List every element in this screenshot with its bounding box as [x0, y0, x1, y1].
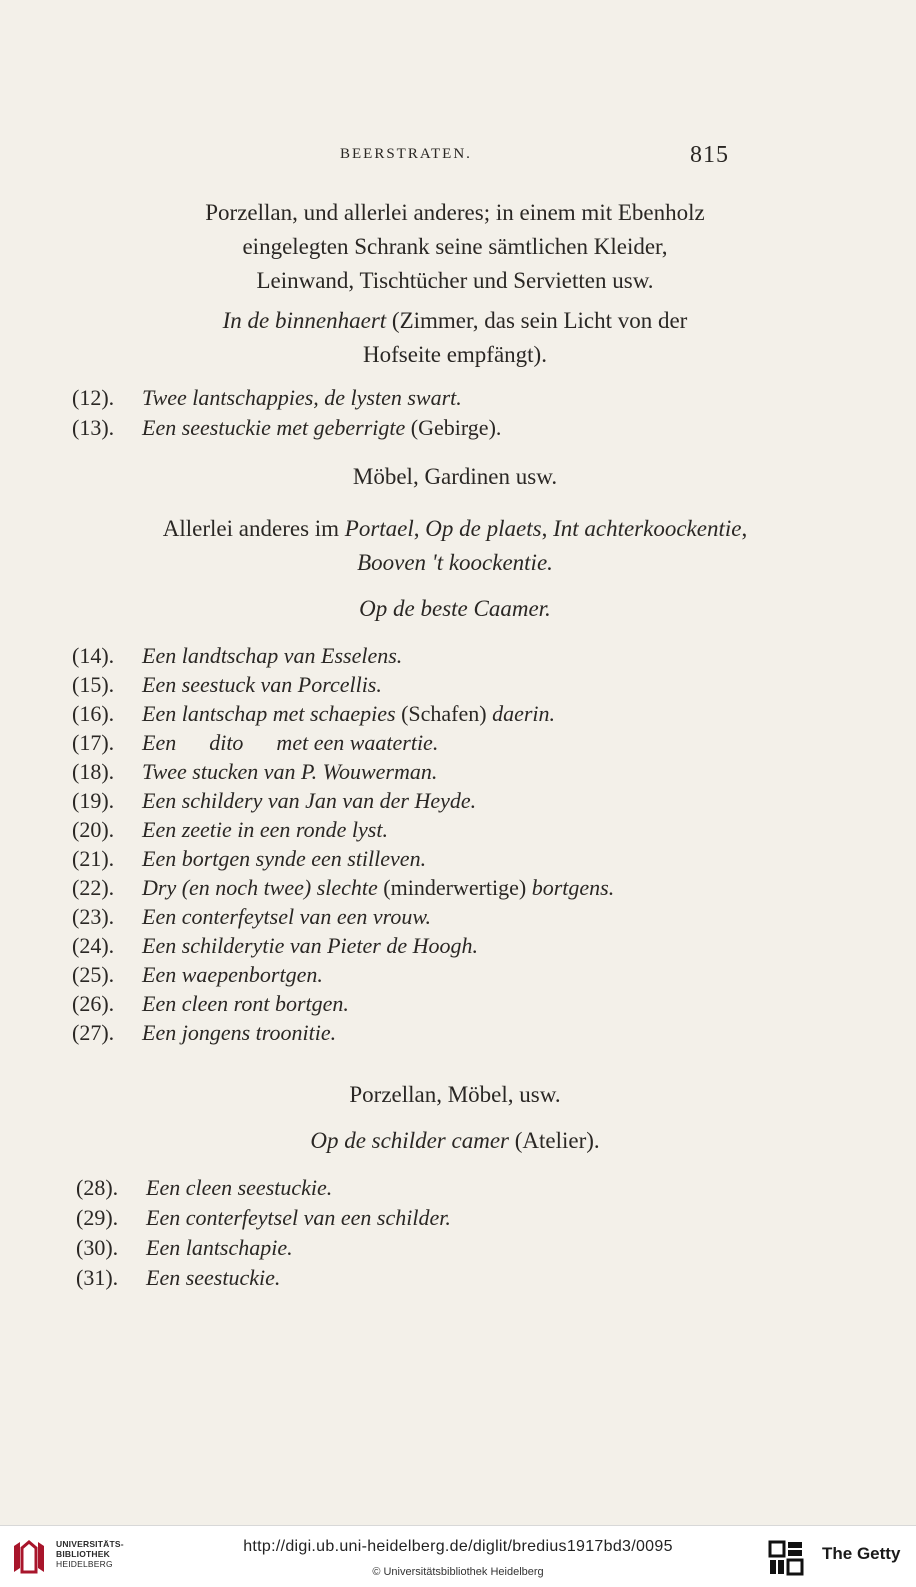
inventory-entry — [72, 671, 382, 699]
inventory-entry — [72, 874, 614, 902]
entry-text: Een seestuck van Porcellis. — [142, 672, 382, 697]
room-translation-line2: Hofseite empfängt). — [363, 342, 547, 367]
entry-number: (30). — [76, 1235, 119, 1260]
misc-prefix: Allerlei anderes im — [162, 516, 345, 541]
entry-number: (22). — [72, 875, 115, 900]
entry-number: (25). — [72, 962, 115, 987]
intro-line: Leinwand, Tischtücher und Servietten usw. — [256, 268, 654, 293]
room-heading-schilder-camer — [60, 1124, 850, 1158]
entry-tail: daerin. — [492, 701, 556, 726]
inventory-entry — [72, 700, 555, 728]
entry-tail: bortgens. — [531, 875, 615, 900]
entry-text: Een dito met een waatertie. — [142, 730, 439, 755]
entry-number: (27). — [72, 1020, 115, 1045]
entry-number: (20). — [72, 817, 115, 842]
entry-number: (14). — [72, 643, 115, 668]
entry-number: (18). — [72, 759, 115, 784]
entry-text: Een schildery van Jan van der Heyde. — [142, 788, 477, 813]
page-number: 815 — [690, 142, 729, 168]
place-name-line2: Booven 't koockentie. — [357, 550, 553, 575]
entry-number: (23). — [72, 904, 115, 929]
place-name: Op de plaets — [425, 516, 542, 541]
entry-text: Een seestuckie met geberrigte — [142, 415, 406, 440]
entry-text: Een cleen seestuckie. — [146, 1175, 333, 1200]
entry-number: (21). — [72, 846, 115, 871]
copyright-notice: © Universitätsbibliothek Heidelberg — [372, 1566, 544, 1578]
entry-number: (19). — [72, 788, 115, 813]
inventory-entry — [72, 642, 402, 670]
entry-text: Een zeetie in een ronde lyst. — [142, 817, 388, 842]
entry-text: Twee stucken van P. Wouwerman. — [142, 759, 438, 784]
intro-paragraph — [60, 196, 850, 298]
inventory-entry — [76, 1204, 451, 1232]
inventory-entry — [72, 414, 501, 442]
inventory-entry — [76, 1264, 280, 1292]
entry-number: (29). — [76, 1205, 119, 1230]
intro-line: Porzellan, und allerlei anderes; in einem mit Ebenholz — [205, 200, 705, 225]
entry-number: (15). — [72, 672, 115, 697]
entry-number: (28). — [76, 1175, 119, 1200]
section-heading: Porzellan, Möbel, usw. — [349, 1082, 561, 1107]
entry-text: Een conterfeytsel van een schilder. — [146, 1205, 451, 1230]
inventory-entry — [76, 1234, 293, 1262]
room-translation: (Zimmer, das sein Licht von der — [386, 308, 688, 333]
room-name: In de binnenhaert — [222, 308, 387, 333]
inventory-entry — [72, 903, 431, 931]
intro-line: eingelegten Schrank seine sämtlichen Kleider, — [242, 234, 668, 259]
section-heading: Möbel, Gardinen usw. — [352, 464, 558, 489]
entry-text: Dry (en noch twee) slechte — [142, 875, 378, 900]
entry-text: Een bortgen synde een stilleven. — [142, 846, 427, 871]
entry-text: Een schilderytie van Pieter de Hoogh. — [142, 933, 479, 958]
permalink[interactable]: http://digi.ub.uni-heidelberg.de/diglit/bredius1917bd3/0095 — [243, 1538, 673, 1555]
entry-note: (Schafen) — [395, 701, 493, 726]
room-heading-binnenhaert — [60, 304, 850, 372]
room-heading-beste-caamer: Op de beste Caamer. — [359, 596, 551, 621]
entry-text: Een cleen ront bortgen. — [142, 991, 349, 1016]
entry-number: (26). — [72, 991, 115, 1016]
inventory-entry — [72, 961, 323, 989]
inventory-entry — [72, 932, 478, 960]
inventory-entry — [76, 1174, 332, 1202]
entry-number: (31). — [76, 1265, 119, 1290]
entry-number: (13). — [72, 415, 115, 440]
inventory-entry — [72, 845, 426, 873]
place-name: Int achterkoockentie — [553, 516, 742, 541]
entry-text: Twee lantschappies, de lysten swart. — [142, 385, 462, 410]
running-header: BEERSTRATEN. — [340, 146, 472, 162]
entry-number: (12). — [72, 385, 115, 410]
inventory-entry — [72, 384, 462, 412]
entry-text: Een conterfeytsel van een vrouw. — [142, 904, 431, 929]
sponsor-name: The Getty — [822, 1544, 901, 1563]
entry-note: (minderwertige) — [377, 875, 532, 900]
library-name: UNIVERSITÄTS- BIBLIOTHEK HEIDELBERG — [56, 1539, 124, 1569]
entry-number: (16). — [72, 701, 115, 726]
room-name: Op de schilder camer — [310, 1128, 509, 1153]
inventory-entry — [72, 787, 476, 815]
entry-number: (17). — [72, 730, 115, 755]
entry-text: Een landtschap van Esselens. — [142, 643, 403, 668]
room-translation: (Atelier). — [508, 1128, 600, 1153]
entry-text: Een seestuckie. — [146, 1265, 281, 1290]
entry-text: Een lantschapie. — [146, 1235, 293, 1260]
entry-text: Een lantschap met schaepies — [142, 701, 396, 726]
inventory-entry — [72, 990, 349, 1018]
viewer-footer — [0, 1525, 916, 1587]
place-name: Portael — [344, 516, 414, 541]
inventory-entry — [72, 816, 388, 844]
inventory-entry — [72, 1019, 336, 1047]
inventory-entry — [72, 758, 437, 786]
entry-text: Een waepenbortgen. — [142, 962, 323, 987]
inventory-entry — [72, 729, 438, 757]
entry-note: (Gebirge). — [405, 415, 502, 440]
misc-paragraph: Allerlei anderes im Portael, Op de plaets, Int achterkoockentie, Booven 't koockentie. — [60, 512, 850, 580]
getty-logo-icon — [768, 1540, 804, 1576]
entry-number: (24). — [72, 933, 115, 958]
entry-text: Een jongens troonitie. — [142, 1020, 337, 1045]
